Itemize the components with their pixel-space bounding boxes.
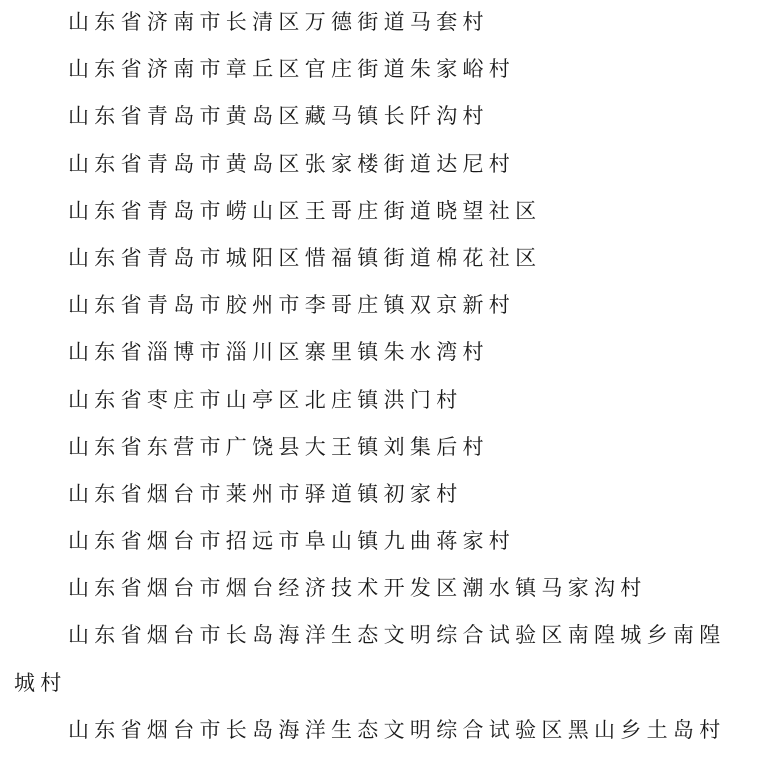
village-entry-14: 山东省烟台市长岛海洋生态文明综合试验区南隍城乡南隍 [68,623,726,648]
village-entry-15: 山东省烟台市长岛海洋生态文明综合试验区黑山乡土岛村 [68,717,726,742]
village-entry-6: 山东省青岛市城阳区惜福镇街道棉花社区 [68,245,542,270]
village-entry-5: 山东省青岛市崂山区王哥庄街道晓望社区 [68,198,542,223]
village-entry-11: 山东省烟台市莱州市驿道镇初家村 [68,481,463,506]
village-entry-3: 山东省青岛市黄岛区藏马镇长阡沟村 [68,104,489,129]
village-entry-13: 山东省烟台市烟台经济技术开发区潮水镇马家沟村 [68,576,647,601]
village-entry-10: 山东省东营市广饶县大王镇刘集后村 [68,434,489,459]
village-entry-12: 山东省烟台市招远市阜山镇九曲蒋家村 [68,529,516,554]
village-entry-2: 山东省济南市章丘区官庄街道朱家峪村 [68,57,516,82]
village-entry-7: 山东省青岛市胶州市李哥庄镇双京新村 [68,293,516,318]
village-entry-4: 山东省青岛市黄岛区张家楼街道达尼村 [68,151,516,176]
village-entry-9: 山东省枣庄市山亭区北庄镇洪门村 [68,387,463,412]
village-entry-8: 山东省淄博市淄川区寨里镇朱水湾村 [68,340,489,365]
village-entry-14-continuation: 城村 [14,670,67,695]
village-entry-1: 山东省济南市长清区万德街道马套村 [68,10,489,34]
